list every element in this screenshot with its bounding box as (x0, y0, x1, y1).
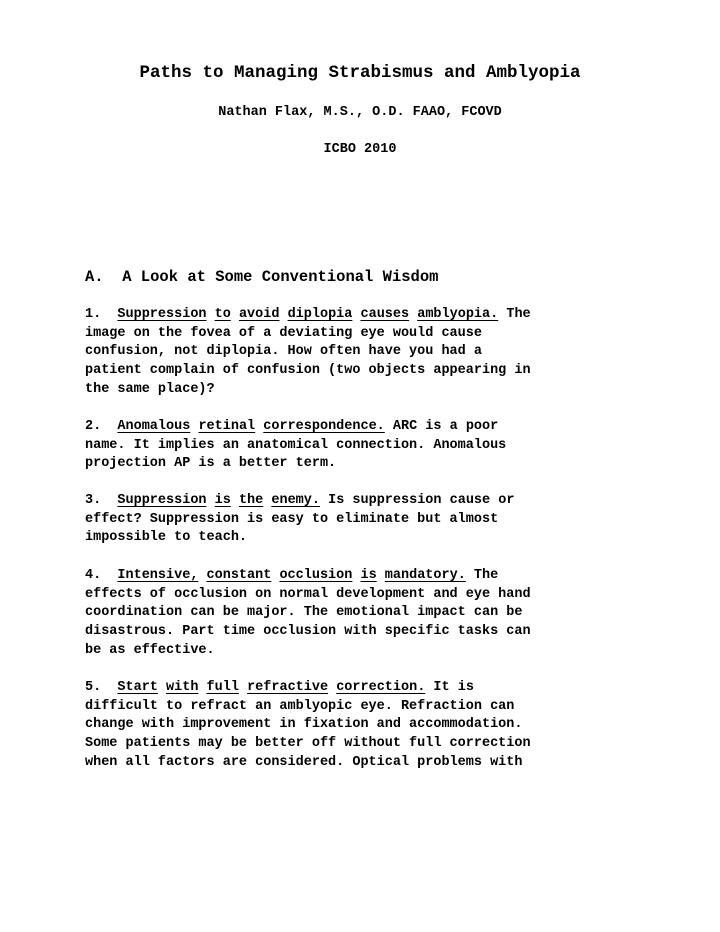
item-first-line-rest: The (506, 307, 531, 322)
list-item (85, 306, 645, 399)
item-text-line: Some patients may be better off without full correction (85, 736, 531, 752)
item-claim-word: correction. (336, 680, 426, 695)
list-item (85, 418, 645, 474)
item-claim-word: Suppression (117, 307, 207, 322)
item-claim-word: correspondence. (263, 419, 385, 434)
item-number: 1. (85, 307, 102, 322)
item-number: 5. (85, 680, 102, 695)
item-number: 2. (85, 419, 102, 434)
item-text-line: name. It implies an anatomical connection. Anomalous (85, 437, 507, 453)
item-first-line-rest: Is suppression cause or (328, 493, 515, 508)
list-item (85, 567, 645, 660)
item-claim-word: causes (360, 307, 410, 322)
item-first-line-rest: ARC is a poor (392, 419, 499, 434)
item-claim-word: amblyopia. (417, 307, 499, 322)
item-claim-word: Intensive, (117, 568, 199, 583)
item-claim-word: constant (206, 568, 272, 583)
item-text-line: patient complain of confusion (two objects appearing in (85, 363, 531, 379)
item-text-line: impossible to teach. (85, 530, 248, 546)
item-text-line: difficult to refract an amblyopic eye. Refraction can (85, 698, 515, 714)
item-text-line: change with improvement in fixation and accommodation. (85, 717, 523, 733)
item-text-line: disastrous. Part time occlusion with specific tasks can (85, 624, 531, 640)
item-claim-word: with (166, 680, 199, 695)
item-text-line: coordination can be major. The emotional impact can be (85, 605, 523, 621)
item-first-line (85, 306, 645, 325)
document-title: Paths to Managing Strabismus and Amblyopia (139, 63, 581, 83)
item-text-line: effect? Suppression is easy to eliminate but almost (85, 511, 499, 527)
item-claim-word: occlusion (279, 568, 353, 583)
item-claim-word: Anomalous (117, 419, 191, 434)
item-claim-word: enemy. (271, 493, 320, 508)
section-heading: A. A Look at Some Conventional Wisdom (85, 268, 439, 286)
item-claim-word: to (214, 307, 231, 322)
item-claim-word: is (214, 493, 231, 508)
list-item (85, 679, 645, 772)
item-first-line (85, 418, 645, 437)
item-claim-word: full (206, 680, 239, 695)
item-claim-word: Suppression (117, 493, 207, 508)
item-text-line: the same place)? (85, 381, 215, 397)
document-event: ICBO 2010 (323, 142, 397, 157)
item-first-line (85, 492, 645, 511)
item-first-line-rest: The (473, 568, 499, 583)
item-number: 4. (85, 568, 102, 583)
item-text-line: be as effective. (85, 642, 215, 658)
item-claim-word: mandatory. (384, 568, 466, 583)
item-claim-word: refractive (247, 680, 329, 695)
item-text-line: projection AP is a better term. (85, 456, 337, 472)
item-text-line: when all factors are considered. Optical problems with (85, 754, 523, 770)
item-first-line-rest: It is (433, 680, 474, 695)
item-claim-word: avoid (238, 307, 280, 322)
item-text-line: confusion, not diplopia. How often have you had a (85, 344, 482, 360)
item-claim-word: is (360, 568, 377, 583)
item-first-line (85, 567, 645, 586)
item-text-line: image on the fovea of a deviating eye would cause (85, 325, 482, 341)
item-claim-word: the (238, 493, 264, 508)
item-first-line (85, 679, 645, 698)
item-text-line: effects of occlusion on normal development and eye hand (85, 586, 531, 602)
item-claim-word: Start (117, 680, 158, 695)
item-claim-word: retinal (198, 419, 256, 434)
item-number: 3. (85, 493, 102, 508)
item-claim-word: diplopia (287, 307, 353, 322)
list-item (85, 492, 645, 548)
document-author: Nathan Flax, M.S., O.D. FAAO, FCOVD (218, 105, 502, 120)
